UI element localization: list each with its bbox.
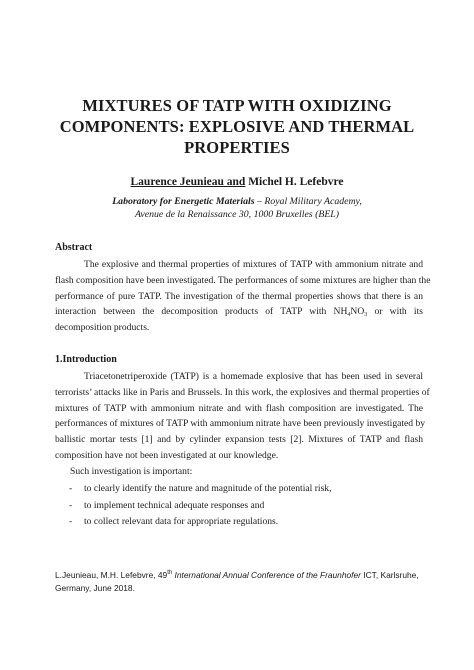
footer-citation: L.Jeunieau, M.H. Lefebvre, 49th International Annual Conference of the Fraunhofer ICT, Karlsruhe, Germany, June 2018. xyxy=(55,570,419,593)
list-item: - to clearly identify the nature and magnitude of the potential risk, xyxy=(69,483,332,494)
abstract-paragraph xyxy=(55,257,431,336)
intro-paragraph xyxy=(55,369,430,480)
title-line-2: COMPONENTS: EXPLOSIVE AND THERMAL xyxy=(59,117,415,136)
paper-title xyxy=(40,95,434,158)
abstract-line-3: performance of pure TATP. The investigation of the thermal properties shows that there is an xyxy=(55,290,423,302)
intro-line-2: terrorists’ attacks like in Paris and Brussels. In this work, the explosives and thermal properties of xyxy=(55,386,430,398)
title-line-1: MIXTURES OF TATP WITH OXIDIZING xyxy=(82,96,392,115)
bullet-list xyxy=(69,481,429,531)
author-first: Laurence Jeunieau and xyxy=(130,176,246,188)
abstract-line-2: flash composition have been investigated. The performances of some mixtures are higher than the xyxy=(55,274,431,286)
author-line xyxy=(0,176,474,188)
title-line-3: PROPERTIES xyxy=(184,138,290,157)
list-item: - to implement technical adequate responses and xyxy=(69,499,265,511)
affiliation-institution: – Royal Military Academy, xyxy=(254,196,362,207)
intro-line-3: mixtures of TATP with ammonium nitrate and with flash composition are investigated. The xyxy=(55,402,423,414)
intro-line-1: Triacetonetriperoxide (TATP) is a homemade explosive that has been used in several xyxy=(84,371,423,382)
intro-line-6: composition have not been investigated at our knowledge. xyxy=(55,449,279,461)
intro-line-7: Such investigation is important: xyxy=(70,465,193,477)
affiliation xyxy=(0,195,474,221)
intro-line-4: performances of mixtures of TATP with ammonium nitrate have been previously investigated by xyxy=(55,418,426,430)
intro-heading: 1.Introduction xyxy=(55,354,117,365)
abstract-line-5: decomposition products. xyxy=(55,322,150,334)
abstract-line-4: interaction between the decomposition products of TATP with $NH_4NO_3$ or with its xyxy=(55,306,423,319)
affiliation-lab: Laboratory for Energetic Materials xyxy=(112,196,255,207)
intro-line-5: ballistic mortar tests [1] and by cylinder expansion tests [2]. Mixtures of TATP and flash xyxy=(55,434,423,446)
list-item: - to collect relevant data for appropriate regulations. xyxy=(69,516,279,528)
author-second: Michel H. Lefebvre xyxy=(248,176,344,188)
abstract-line-1: The explosive and thermal properties of mixtures of TATP with ammonium nitrate and xyxy=(84,259,423,270)
affiliation-address: Avenue de la Renaissance 30, 1000 Bruxelles (BEL) xyxy=(134,209,340,220)
abstract-heading: Abstract xyxy=(55,242,93,253)
